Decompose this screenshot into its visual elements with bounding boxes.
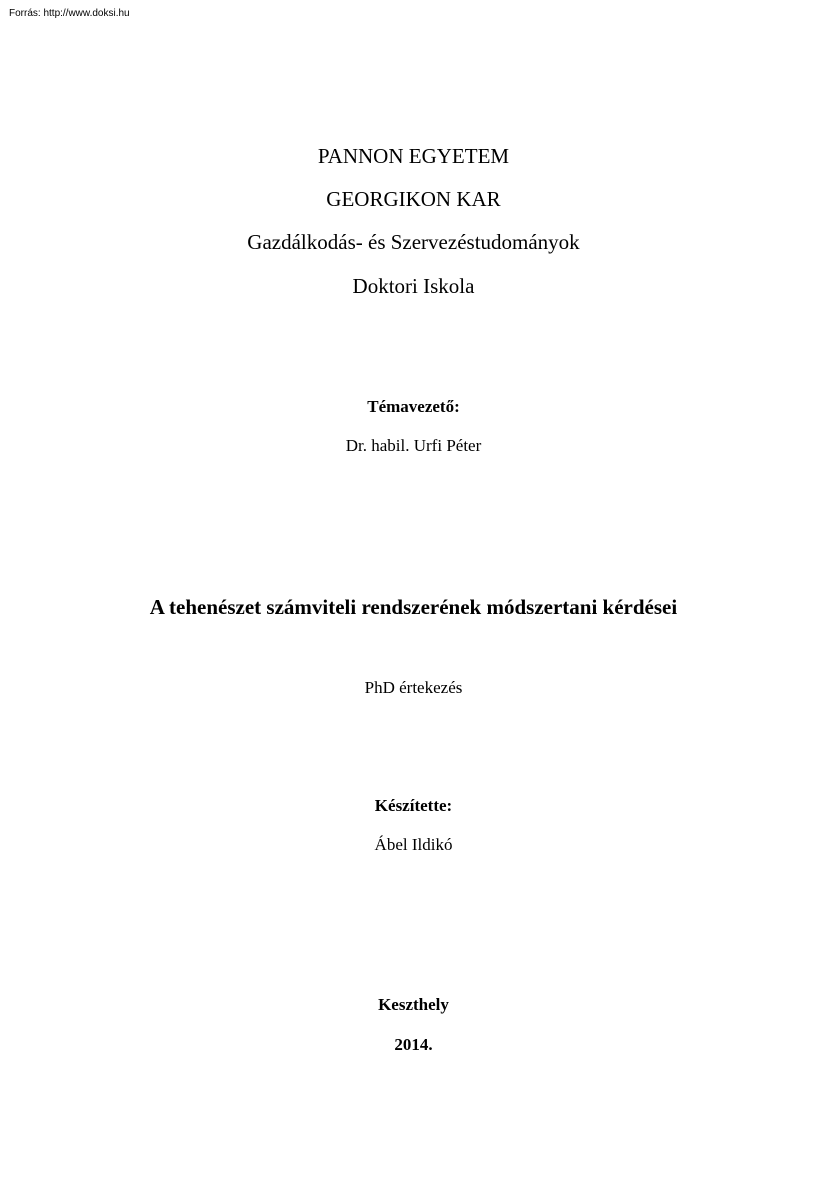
university-name: PANNON EGYETEM [317, 144, 510, 168]
faculty-name: GEORGIKON KAR [326, 187, 501, 211]
author-name: Ábel Ildikó [374, 835, 453, 854]
supervisor-name: Dr. habil. Urfi Péter [345, 436, 482, 455]
doctoral-school-line1: Gazdálkodás- és Szervezéstudományok [247, 230, 580, 254]
doctoral-school-line2: Doktori Iskola [352, 274, 475, 298]
supervisor-label: Témavezető: [367, 397, 460, 416]
source-note: Forrás: http://www.doksi.hu [9, 8, 130, 19]
place: Keszthely [378, 995, 449, 1014]
thesis-title: A tehenészet számviteli rendszerének módszertani kérdései [149, 595, 678, 619]
author-label: Készítette: [374, 796, 453, 815]
thesis-type: PhD értekezés [364, 678, 463, 697]
year: 2014. [394, 1035, 433, 1054]
